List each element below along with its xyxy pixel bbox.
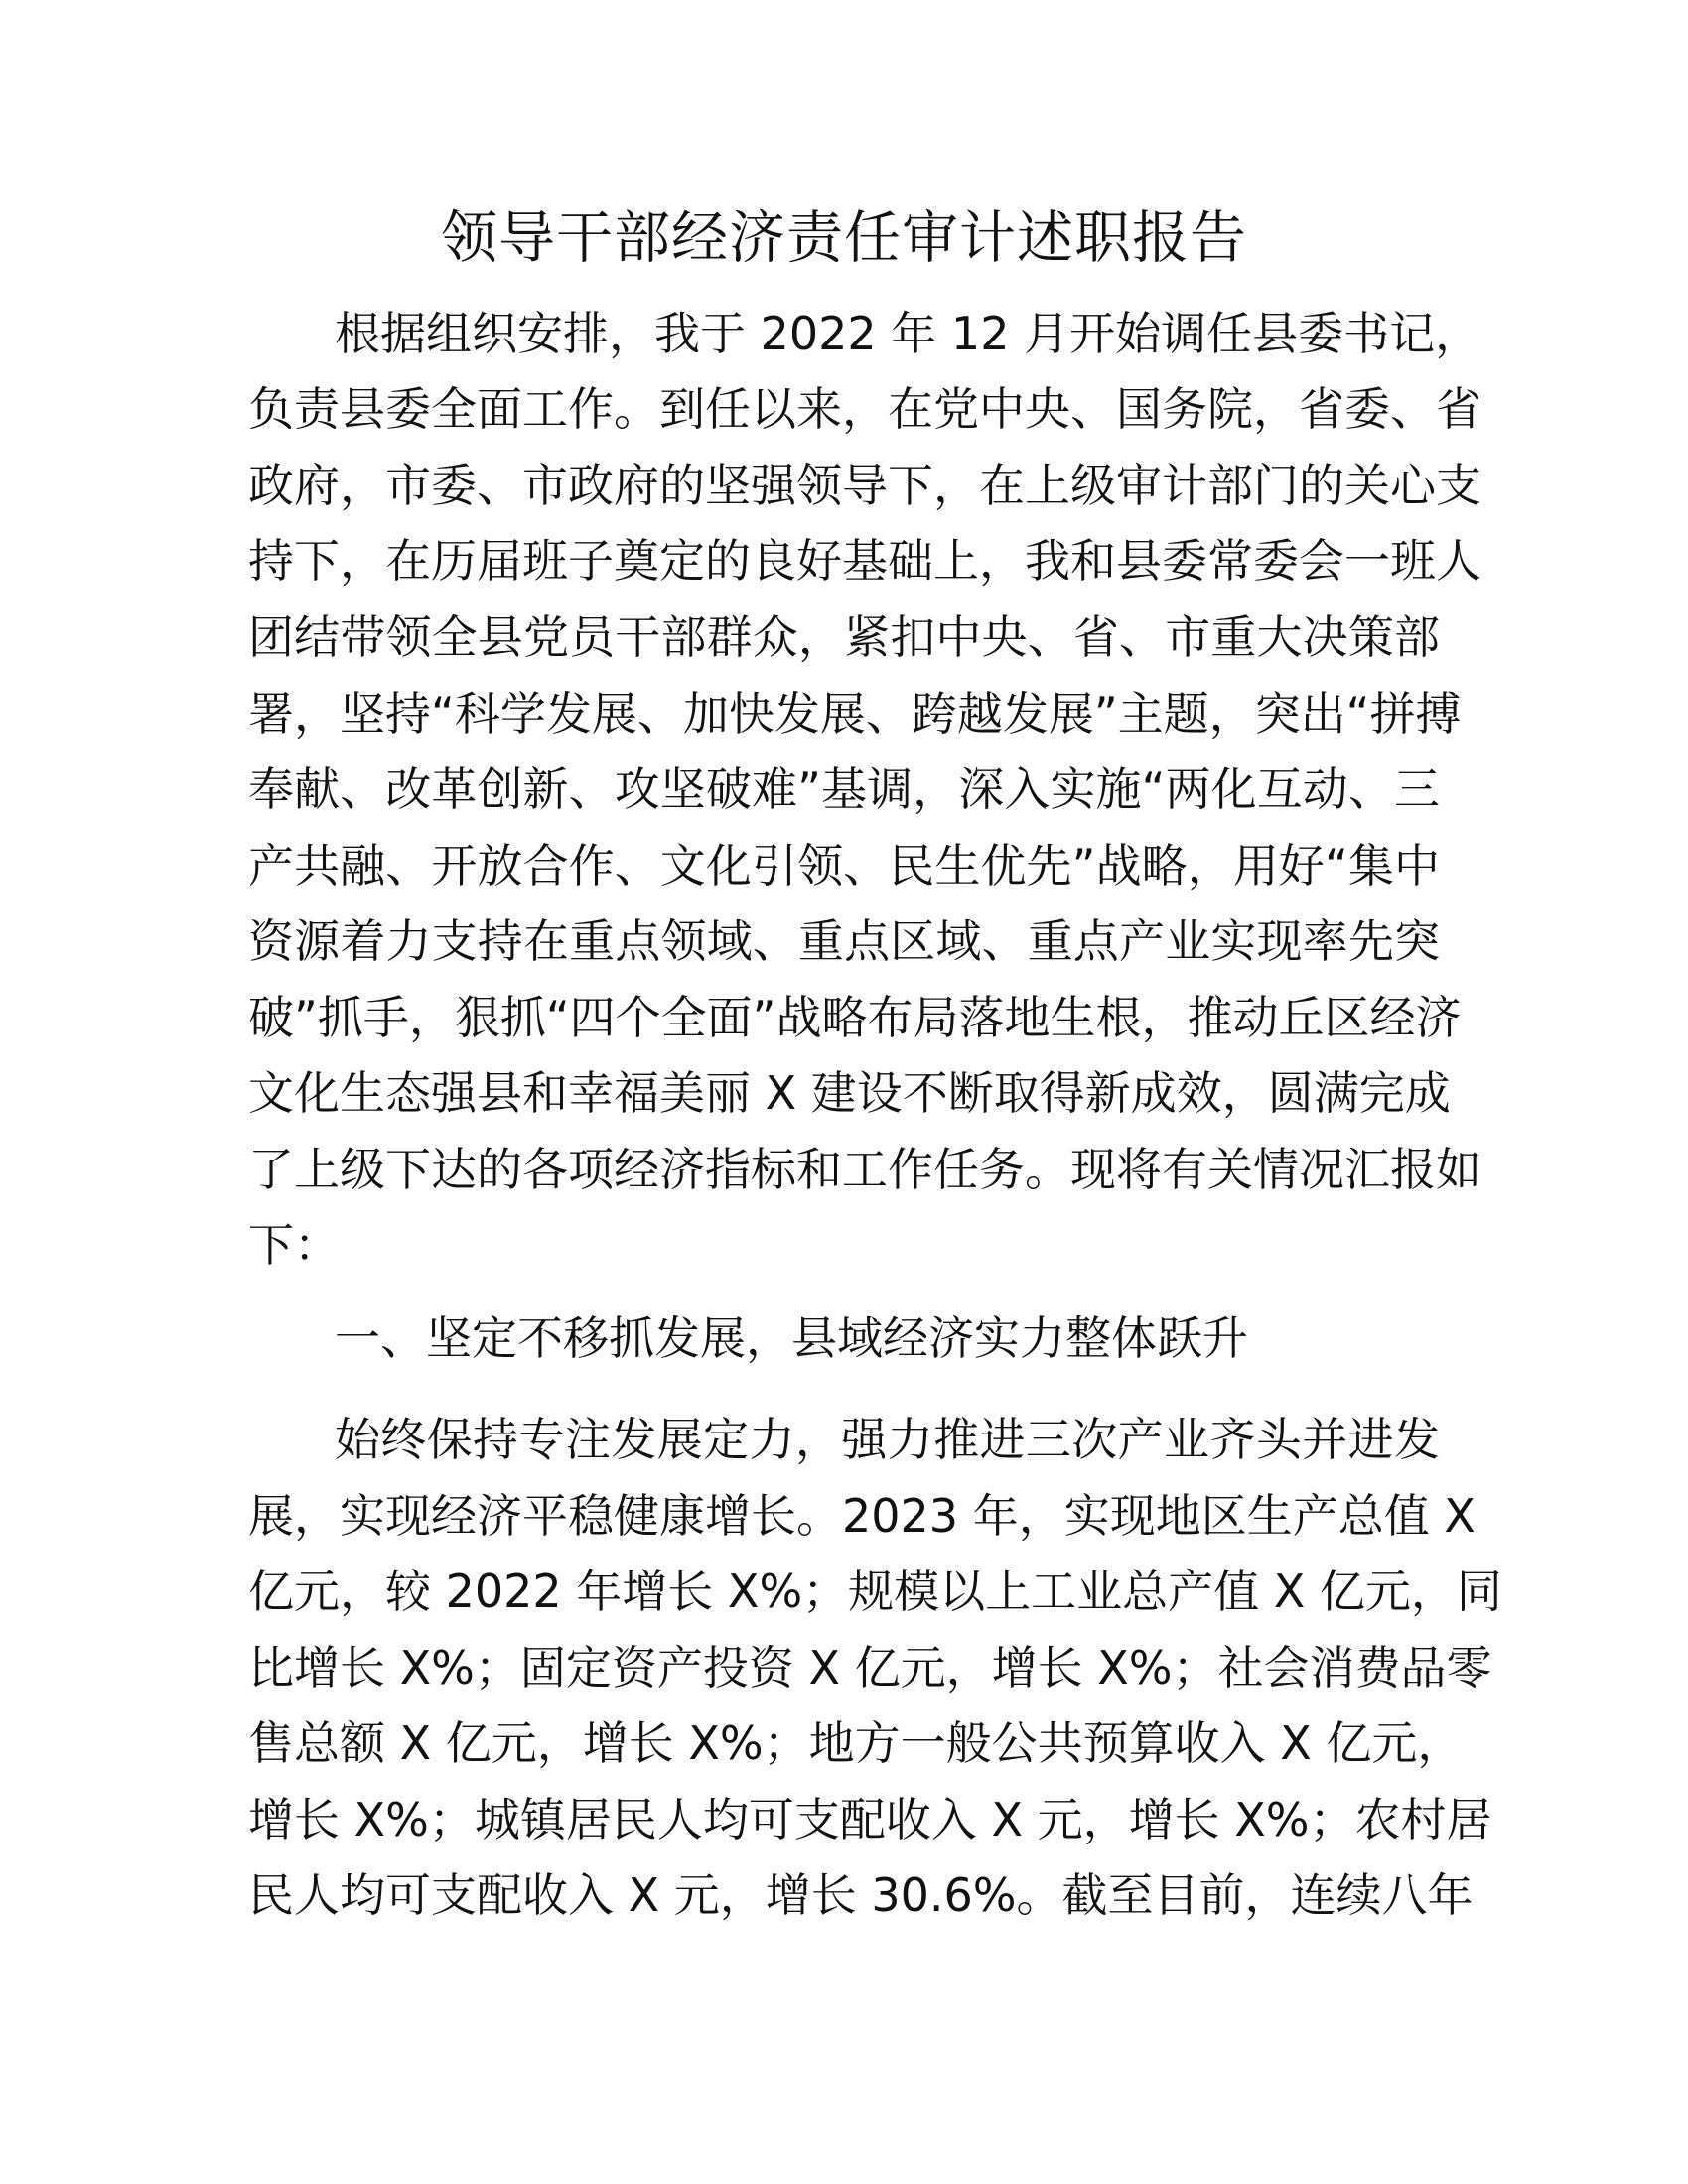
paragraph-2-line-2: 展，实现经济平稳健康增长。2023 年，实现地区生产总值 X (248, 1489, 1476, 1543)
paragraph-2-line-3: 亿元，较 2022 年增长 X%；规模以上工业总产值 X 亿元，同 (248, 1565, 1502, 1618)
paragraph-1-line-5: 团结带领全县党员干部群众，紧扣中央、省、市重大决策部 (248, 611, 1440, 664)
section-heading-1: 一、坚定不移抓发展，县域经济实力整体跃升 (335, 1311, 1248, 1365)
paragraph-1-line-7: 奉献、改革创新、攻坚破难”基调，深入实施“两化互动、三 (248, 762, 1440, 816)
paragraph-1-line-8: 产共融、开放合作、文化引领、民生优先”战略，用好“集中 (248, 839, 1440, 892)
paragraph-1-line-10: 破”抓手，狠抓“四个全面”战略布局落地生根，推动丘区经济 (248, 991, 1462, 1044)
paragraph-1-line-3: 政府，市委、市政府的坚强领导下，在上级审计部门的关心支 (248, 459, 1481, 512)
document-title: 领导干部经济责任审计述职报告 (441, 205, 1247, 271)
paragraph-2-line-4: 比增长 X%；固定资产投资 X 亿元，增长 X%；社会消费品零 (248, 1641, 1492, 1695)
paragraph-1-line-12: 了上级下达的各项经济指标和工作任务。现将有关情况汇报如 (248, 1143, 1481, 1196)
paragraph-1-line-13: 下： (248, 1218, 340, 1272)
paragraph-1-line-9: 资源着力支持在重点领域、重点区域、重点产业实现率先突 (248, 914, 1440, 968)
paragraph-1-line-4: 持下，在历届班子奠定的良好基础上，我和县委常委会一班人 (248, 534, 1481, 588)
paragraph-1-line-1: 根据组织安排，我于 2022 年 12 月开始调任县委书记， (335, 307, 1481, 360)
paragraph-2-line-7: 民人均可支配收入 X 元，增长 30.6%。截至目前，连续八年 (248, 1868, 1474, 1922)
paragraph-2-line-5: 售总额 X 亿元，增长 X%；地方一般公共预算收入 X 亿元， (248, 1716, 1464, 1770)
paragraph-2-line-6: 增长 X%；城镇居民人均可支配收入 X 元，增长 X%；农村居 (248, 1793, 1492, 1846)
paragraph-1-line-2: 负责县委全面工作。到任以来，在党中央、国务院，省委、省 (248, 382, 1481, 436)
paragraph-1-line-6: 署，坚持“科学发展、加快发展、跨越发展”主题，突出“拼搏 (248, 687, 1462, 741)
paragraph-1-line-11: 文化生态强县和幸福美丽 X 建设不断取得新成效，圆满完成 (248, 1066, 1451, 1120)
paragraph-2-line-1: 始终保持专注发展定力，强力推进三次产业齐头并进发 (335, 1413, 1440, 1466)
